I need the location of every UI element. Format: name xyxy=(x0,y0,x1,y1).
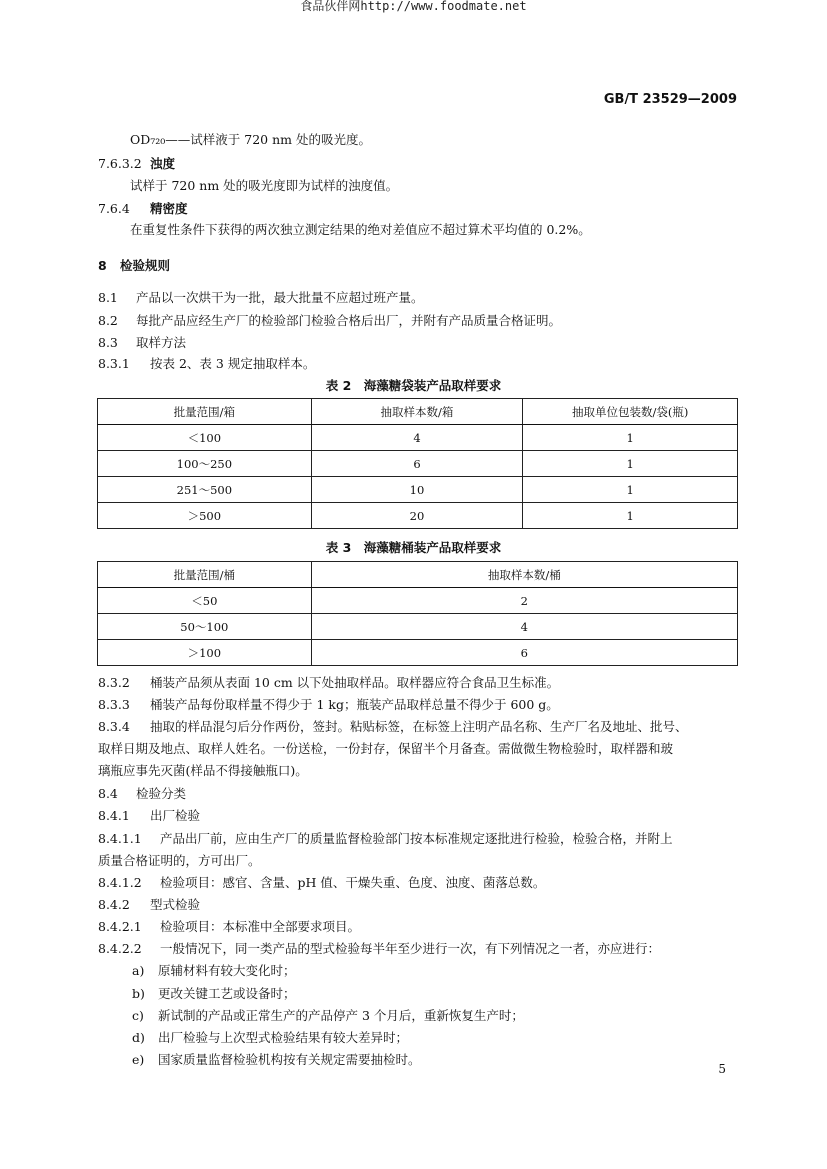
table-row xyxy=(98,451,738,477)
list-item xyxy=(132,1030,408,1046)
clause-number: 7.6.3.2 xyxy=(98,156,142,171)
clause-8421 xyxy=(98,919,360,935)
clause-text: 取样方法 xyxy=(136,335,187,350)
clause-84 xyxy=(98,786,186,802)
clause-text: 产品出厂前，应由生产厂的质量监督检验部门按本标准规定逐批进行检验，检验合格，并附上 xyxy=(160,831,673,846)
clause-text: 检验分类 xyxy=(136,786,187,801)
clause-833 xyxy=(98,697,559,713)
table2 xyxy=(97,398,738,529)
table-header-row xyxy=(98,399,738,425)
table-row xyxy=(98,477,738,503)
clause-number: 8.4.2.1 xyxy=(98,919,142,934)
clause-8422 xyxy=(98,941,660,957)
table-cell: 1 xyxy=(523,425,738,451)
table-cell: 1 xyxy=(523,477,738,503)
table3-caption: 表 3 海藻糖桶装产品取样要求 xyxy=(325,540,502,555)
clause-834 xyxy=(98,719,688,735)
list-item-text: 更改关键工艺或设备时； xyxy=(158,986,296,1001)
table3 xyxy=(97,561,738,666)
clause-title: 精密度 xyxy=(150,201,188,216)
clause-number: 8.3.1 xyxy=(98,356,130,371)
clause-number: 8.4.1.1 xyxy=(98,831,142,846)
clause-number: 8.4.2.2 xyxy=(98,941,142,956)
table-cell: 4 xyxy=(311,425,523,451)
table-header-cell: 抽取样本数/桶 xyxy=(311,562,737,588)
clause-83 xyxy=(98,335,186,351)
table-cell: 10 xyxy=(311,477,523,503)
clause-text: 出厂检验 xyxy=(150,808,201,823)
table-row xyxy=(98,425,738,451)
table-row xyxy=(98,640,738,666)
list-item-label: d) xyxy=(132,1030,145,1045)
clause-832 xyxy=(98,675,559,691)
page-number: 5 xyxy=(718,1062,726,1076)
clause-number: 8.2 xyxy=(98,313,118,328)
table-cell: 1 xyxy=(523,451,738,477)
clause-834-cont: 璃瓶应事先灭菌(样品不得接触瓶口)。 xyxy=(98,763,308,778)
clause-text: 检验项目：本标准中全部要求项目。 xyxy=(160,919,361,934)
list-item-label: b) xyxy=(132,986,145,1001)
clause-number: 8.3.2 xyxy=(98,675,130,690)
od-definition: OD₇₂₀——试样液于 720 nm 处的吸光度。 xyxy=(130,132,371,147)
section-8-heading xyxy=(98,258,170,274)
table-header-cell: 抽取样本数/箱 xyxy=(311,399,523,425)
standard-number: GB/T 23529—2009 xyxy=(603,92,737,107)
clause-842 xyxy=(98,897,200,913)
clause-834-cont: 取样日期及地点、取样人姓名。一份送检，一份封存，保留半个月备查。需做微生物检验时，取样器和玻 xyxy=(98,741,674,756)
clause-number: 8.4.1.2 xyxy=(98,875,142,890)
watermark: 食品伙伴网http://www.foodmate.net xyxy=(300,0,527,13)
clause-831 xyxy=(98,356,315,372)
table-cell: 20 xyxy=(311,503,523,529)
clause-text: 按表 2、表 3 规定抽取样本。 xyxy=(150,356,316,371)
clause-7632 xyxy=(98,156,175,172)
list-item-label: e) xyxy=(132,1052,145,1067)
table-header-row xyxy=(98,562,738,588)
table-cell: ＞500 xyxy=(98,503,312,529)
list-item xyxy=(132,986,296,1002)
clause-text: 型式检验 xyxy=(150,897,201,912)
clause-text: 桶装产品须从表面 10 cm 以下处抽取样品。取样器应符合食品卫生标准。 xyxy=(150,675,560,690)
table-cell: 4 xyxy=(311,614,737,640)
clause-81 xyxy=(98,290,424,306)
section-number: 8 xyxy=(98,258,107,273)
list-item xyxy=(132,1052,421,1068)
clause-number: 8.1 xyxy=(98,290,118,305)
table-header-cell: 批量范围/箱 xyxy=(98,399,312,425)
table-row xyxy=(98,503,738,529)
clause-764 xyxy=(98,201,188,217)
clause-number: 8.3.3 xyxy=(98,697,130,712)
table-header-cell: 批量范围/桶 xyxy=(98,562,312,588)
clause-number: 8.4.1 xyxy=(98,808,130,823)
clause-number: 8.3.4 xyxy=(98,719,130,734)
clause-number: 8.4.2 xyxy=(98,897,130,912)
list-item-text: 出厂检验与上次型式检验结果有较大差异时； xyxy=(158,1030,409,1045)
table-row xyxy=(98,614,738,640)
list-item-text: 新试制的产品或正常生产的产品停产 3 个月后，重新恢复生产时； xyxy=(158,1008,524,1023)
section-title: 检验规则 xyxy=(120,258,171,273)
clause-8412 xyxy=(98,875,545,891)
clause-764-text: 在重复性条件下获得的两次独立测定结果的绝对差值应不超过算术平均值的 0.2%。 xyxy=(130,222,591,237)
clause-number: 8.4 xyxy=(98,786,118,801)
table-cell: 1 xyxy=(523,503,738,529)
table-cell: ＜100 xyxy=(98,425,312,451)
list-item-label: c) xyxy=(132,1008,144,1023)
clause-number: 7.6.4 xyxy=(98,201,130,216)
table-cell: 6 xyxy=(311,451,523,477)
clause-text: 产品以一次烘干为一批，最大批量不应超过班产量。 xyxy=(136,290,424,305)
clause-8411 xyxy=(98,831,673,847)
clause-82 xyxy=(98,313,561,329)
table-cell: 6 xyxy=(311,640,737,666)
list-item-label: a) xyxy=(132,963,145,978)
table-cell: 251～500 xyxy=(98,477,312,503)
table-cell: 100～250 xyxy=(98,451,312,477)
table-cell: ＞100 xyxy=(98,640,312,666)
table-header-cell: 抽取单位包装数/袋(瓶) xyxy=(523,399,738,425)
list-item xyxy=(132,963,296,979)
clause-text: 桶装产品每份取样量不得少于 1 kg；瓶装产品取样总量不得少于 600 g。 xyxy=(150,697,559,712)
table-row xyxy=(98,588,738,614)
clause-841 xyxy=(98,808,200,824)
clause-8411-cont: 质量合格证明的，方可出厂。 xyxy=(98,853,261,868)
table2-caption: 表 2 海藻糖袋装产品取样要求 xyxy=(325,378,502,393)
clause-7632-text: 试样于 720 nm 处的吸光度即为试样的浊度值。 xyxy=(130,178,399,193)
clause-number: 8.3 xyxy=(98,335,118,350)
clause-text: 检验项目：感官、含量、pH 值、干燥失重、色度、浊度、菌落总数。 xyxy=(160,875,546,890)
list-item-text: 国家质量监督检验机构按有关规定需要抽检时。 xyxy=(158,1052,421,1067)
table-cell: 50～100 xyxy=(98,614,312,640)
clause-text: 每批产品应经生产厂的检验部门检验合格后出厂，并附有产品质量合格证明。 xyxy=(136,313,562,328)
clause-text: 抽取的样品混匀后分作两份，签封。粘贴标签，在标签上注明产品名称、生产厂名及地址、批号、 xyxy=(150,719,688,734)
clause-title: 浊度 xyxy=(150,156,176,171)
table-cell: 2 xyxy=(311,588,737,614)
clause-text: 一般情况下，同一类产品的型式检验每半年至少进行一次，有下列情况之一者，亦应进行： xyxy=(160,941,661,956)
table-cell: ＜50 xyxy=(98,588,312,614)
list-item xyxy=(132,1008,524,1024)
list-item-text: 原辅材料有较大变化时； xyxy=(158,963,296,978)
